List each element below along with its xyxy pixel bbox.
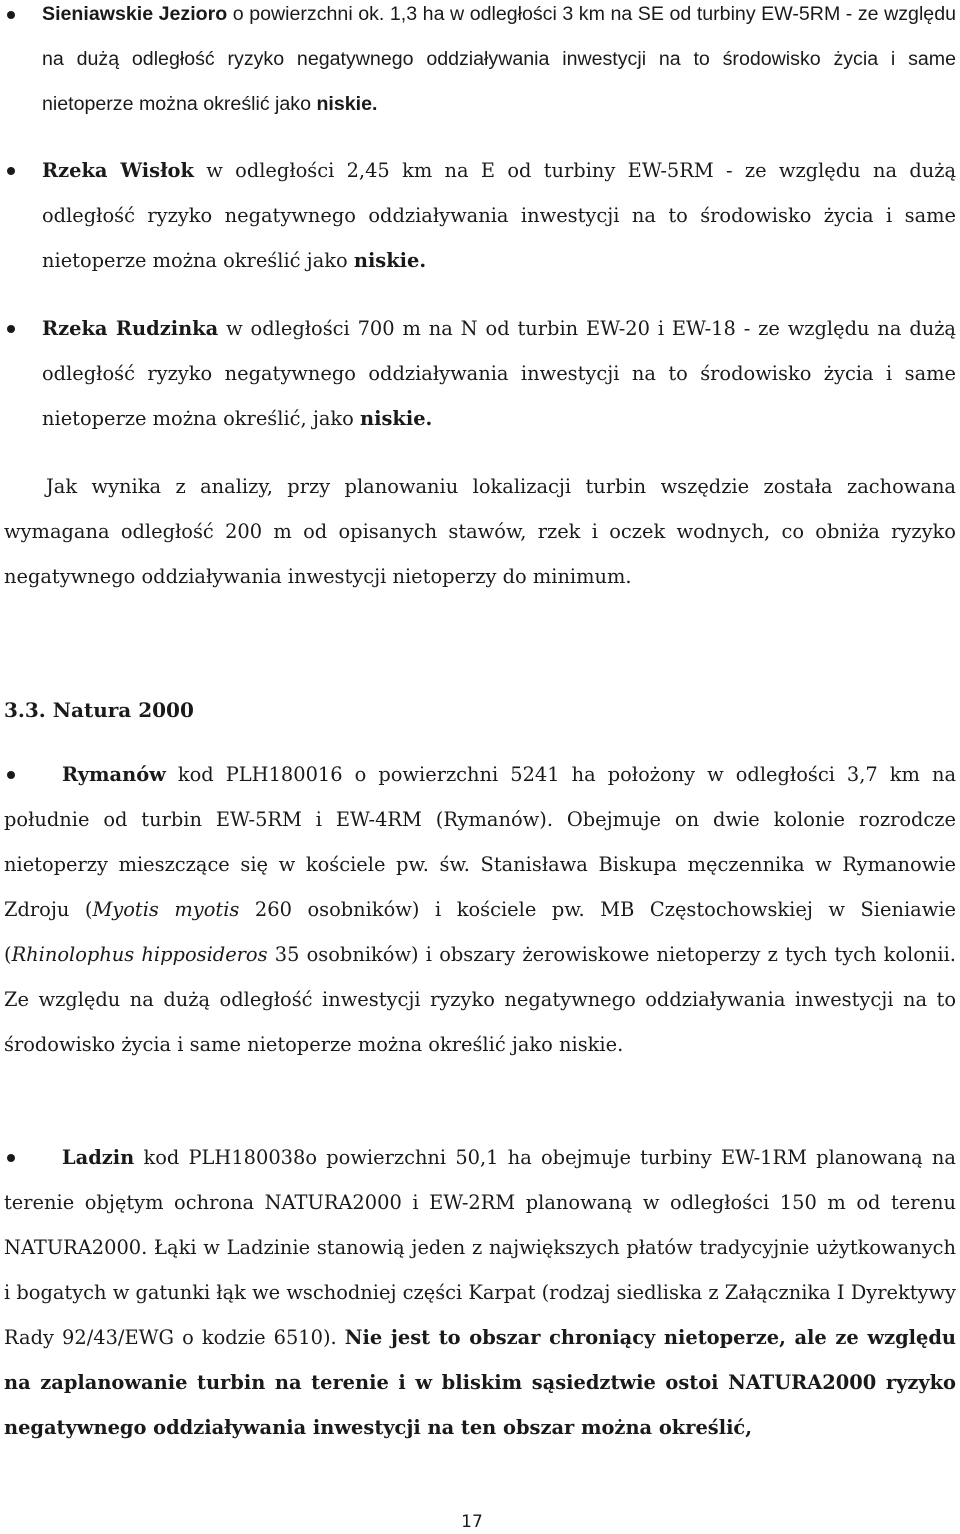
summary-text: Jak wynika z analizy, przy planowaniu lokalizacji turbin wszędzie została zachowana wymagana odległość 200 m od opisanych stawów, rzek i oczek wodnych, co obniża ryzyko negatywnego oddziaływania inwestycji nietoperzy do minimum. [4, 475, 956, 588]
list-item-body: 260 osobników) i kościele pw. MB Częstochowskiej w Sieniawie ( [4, 898, 957, 966]
list-item-body: o powierzchni ok. 1,3 ha w odległości 3 km na SE od turbiny EW-5RM - ze względu na dużą odległość ryzyko negatywnego oddziaływania inwestycji na to środowisko życia i same nietoperze można określić jako [42, 3, 956, 115]
water-body-name: Sieniawskie Jezioro [42, 3, 228, 25]
risk-level: niskie. [316, 93, 378, 115]
list-item-rzeka-rudzinka [42, 306, 956, 441]
risk-level: niskie. [353, 249, 427, 272]
risk-level: niskie. [360, 407, 433, 430]
water-body-name: Rzeka Wisłok [42, 159, 194, 182]
bullet-icon [7, 771, 15, 779]
bullet-icon [7, 11, 15, 19]
bullet-icon [7, 167, 15, 175]
natura-site-name: Ladzin [62, 1146, 135, 1169]
page-number: 17 [461, 1512, 483, 1532]
list-item-text [42, 306, 956, 441]
list-item-text [42, 0, 956, 127]
list-item-body: w odległości 2,45 km na E od turbiny EW-5RM - ze względu na dużą odległość ryzyko negatywnego oddziaływania inwestycji na to środowisko życia i same nietoperze można określić jako [42, 159, 957, 272]
section-heading: 3.3. Natura 2000 [4, 698, 194, 722]
list-item-text [42, 148, 956, 283]
list-item-rzeka-wislok [42, 148, 956, 283]
bullet-icon [7, 325, 15, 333]
list-item-rymanow [4, 752, 956, 1067]
water-body-name: Rzeka Rudzinka [42, 317, 219, 340]
list-item-body: 35 osobników) i obszary żerowiskowe nietoperzy z tych tych kolonii. Ze względu na dużą odległość inwestycji ryzyko negatywnego oddziaływania inwestycji na to środowisko życia i same nietoperze można określić jako niskie. [4, 943, 956, 1056]
list-item-text [4, 1135, 956, 1450]
natura-site-name: Rymanów [62, 763, 166, 786]
list-item-emphasis: Nie jest to obszar chroniący nietoperze, ale ze względu na zaplanowanie turbin na terenie i w bliskim sąsiedztwie ostoi NATURA2000 ryzyko negatywnego oddziaływania inwestycji na ten obszar można określić, [4, 1326, 957, 1439]
bullet-icon [7, 1154, 15, 1162]
list-item-text [4, 752, 956, 1067]
list-item-body: kod PLH180038o powierzchni 50,1 ha obejmuje turbiny EW-1RM planowaną na terenie objętym ochrona NATURA2000 i EW-2RM planowaną w odległości 150 m od terenu NATURA2000. Łąki w Ladzinie stanowią jeden z największych płatów tradycyjnie użytkowanych i bogatych w gatunki łąk we wschodniej części Karpat (rodzaj siedliska z Załącznika I Dyrektywy Rady 92/43/EWG o kodzie 6510). [4, 1146, 956, 1349]
species-name: Rhinolophus hipposideros [11, 943, 268, 966]
list-item-body: kod PLH180016 o powierzchni 5241 ha położony w odległości 3,7 km na południe od turbin EW-5RM i EW-4RM (Rymanów). Obejmuje on dwie kolonie rozrodcze nietoperzy mieszczące się w kościele pw. św. Stanisława Biskupa męczennika w Rymanowie Zdroju ( [4, 763, 956, 921]
list-item-sieniawskie-jezioro [42, 0, 956, 127]
summary-paragraph [4, 464, 956, 599]
list-item-ladzin [4, 1135, 956, 1450]
list-item-body: w odległości 700 m na N od turbin EW-20 i EW-18 - ze względu na dużą odległość ryzyko negatywnego oddziaływania inwestycji na to środowisko życia i same nietoperze można określić, jako [42, 317, 956, 430]
species-name: Myotis myotis [92, 898, 240, 921]
